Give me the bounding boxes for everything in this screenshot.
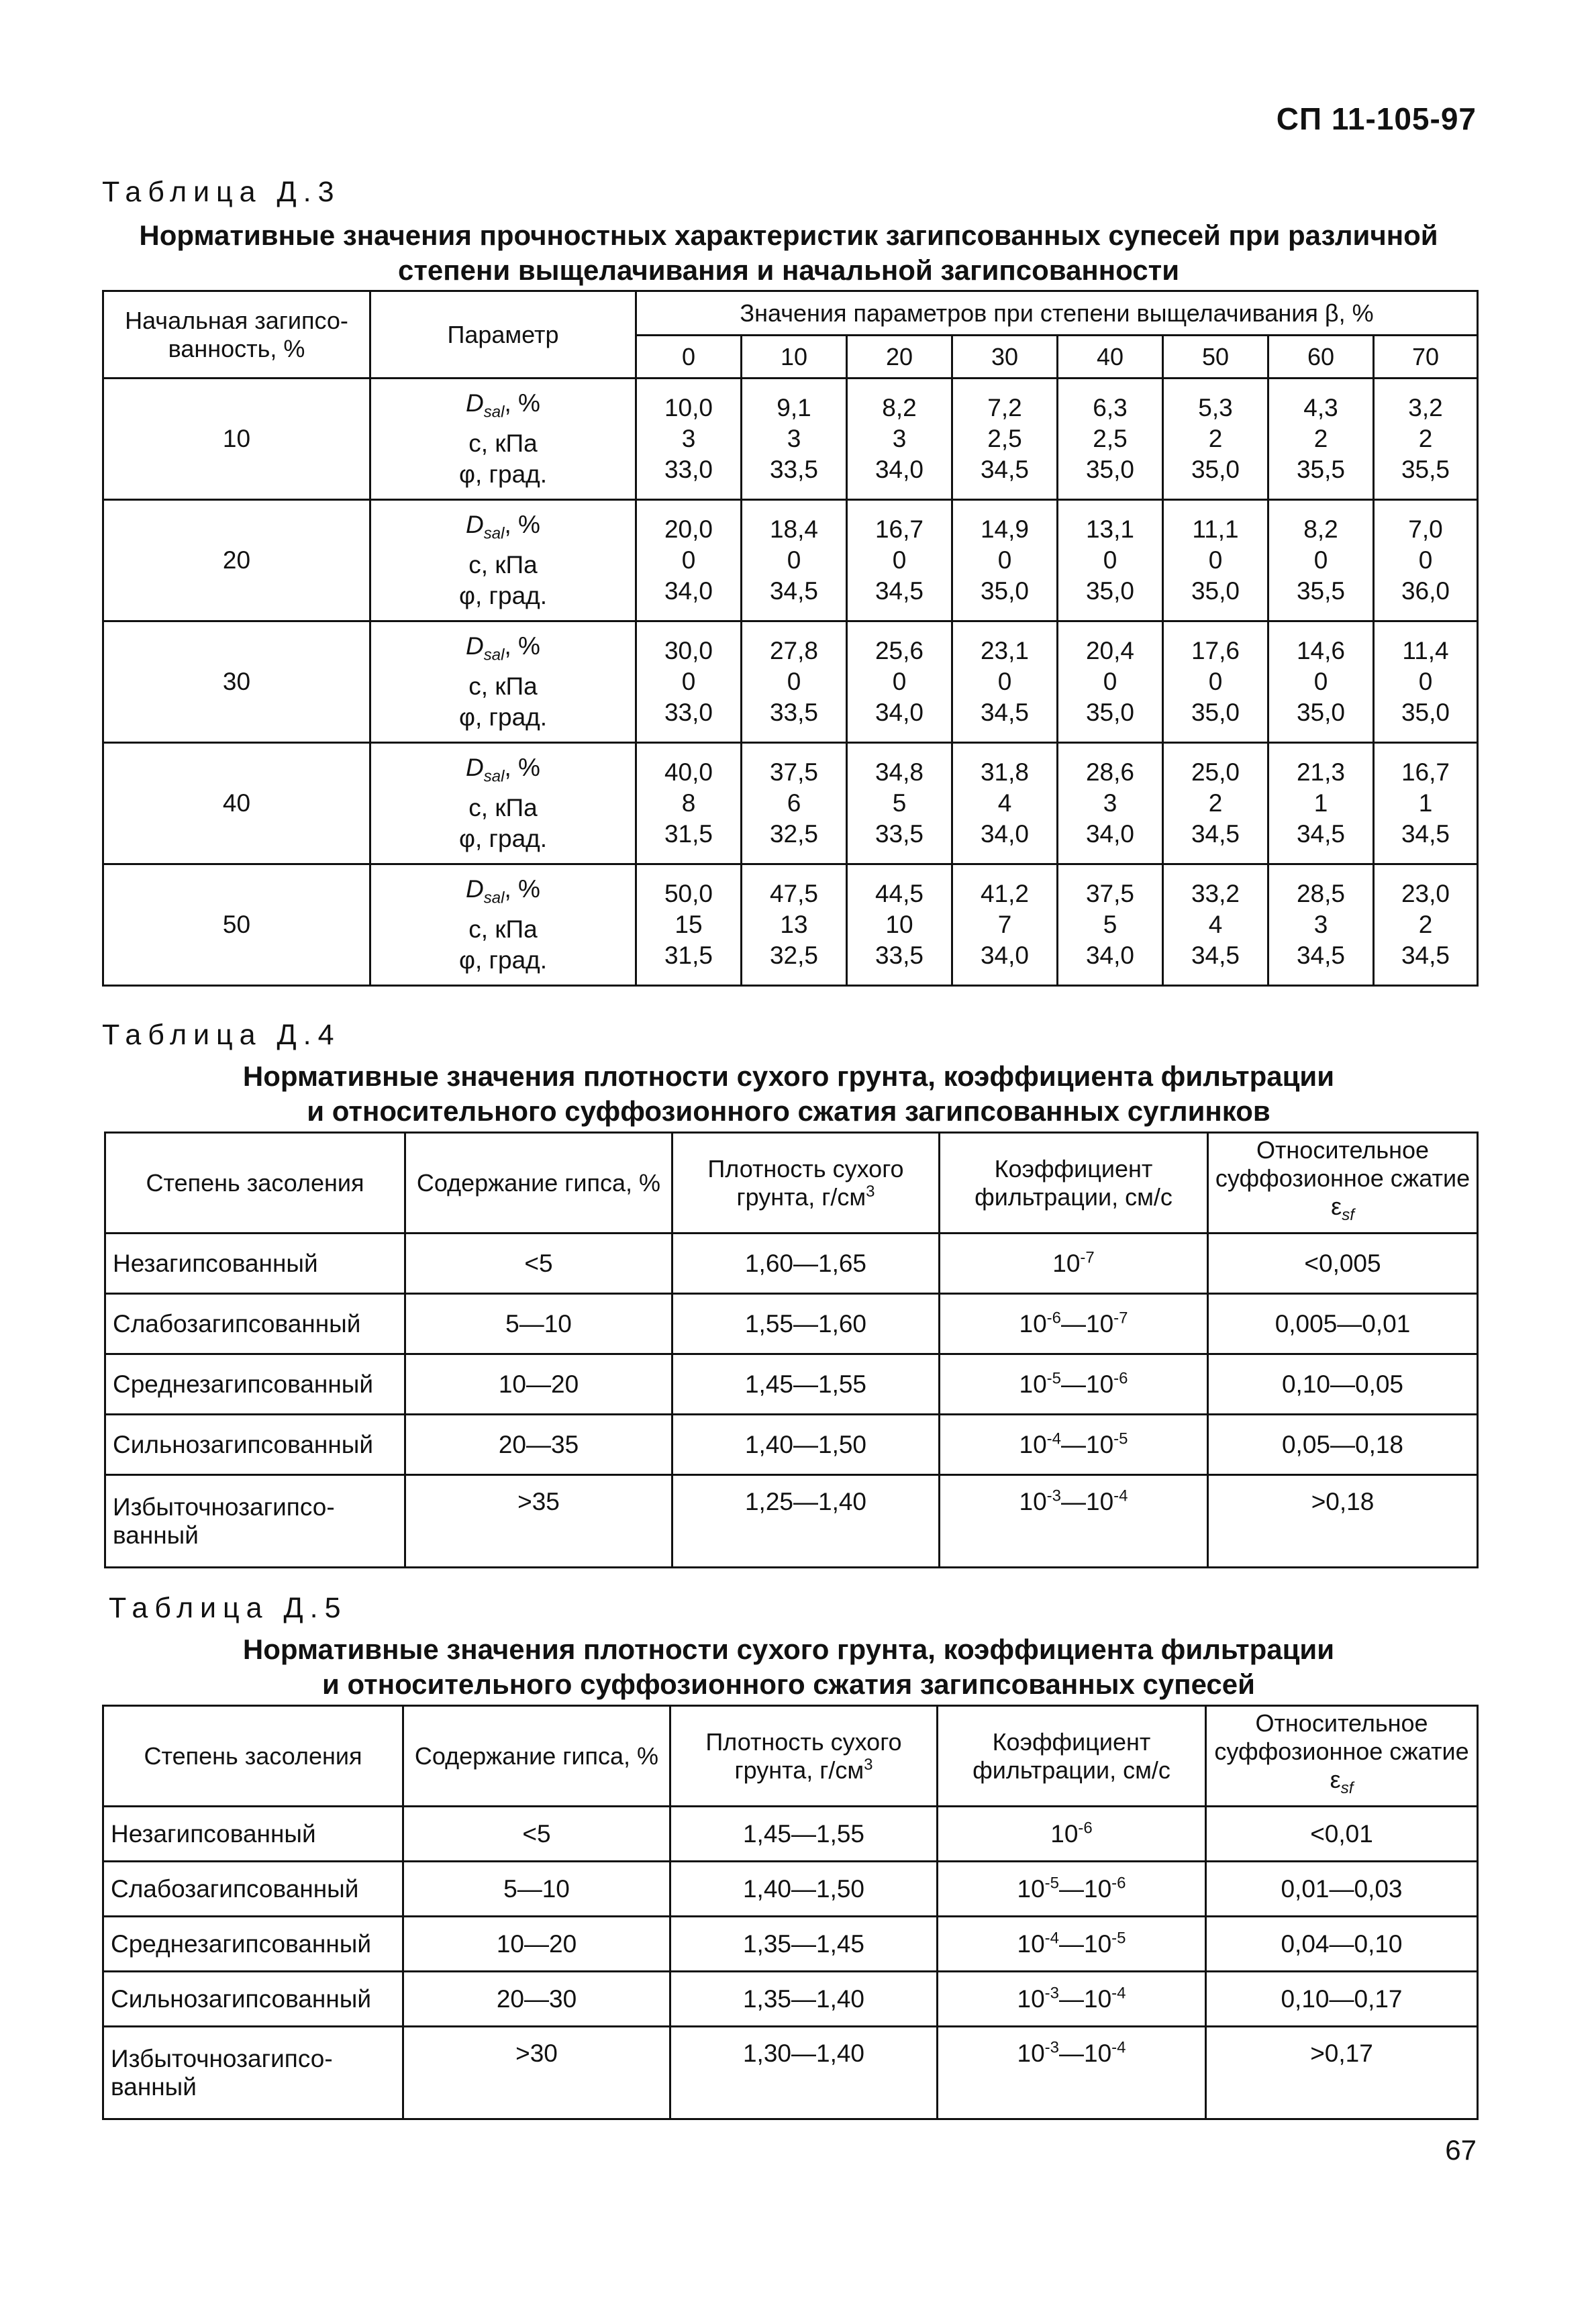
col-initial-header: Начальная загипсо-ванность, % — [103, 291, 370, 379]
table-cell: 1,40—1,50 — [670, 1862, 938, 1917]
table-d3-title-line2: степени выщелачивания и начальной загипсованности — [397, 254, 1180, 286]
degree-cell: 40 — [1058, 336, 1163, 379]
table-cell: $10^{-3}—10^{-4}$ — [940, 1475, 1208, 1568]
table-cell: Слабозагипсованный — [103, 1862, 403, 1917]
table-d5-label: Таблица Д.5 — [109, 1592, 348, 1624]
header-row — [105, 1133, 1478, 1234]
initial-gypsum-cell: 10 — [103, 379, 370, 500]
table-cell: 1,60—1,65 — [672, 1234, 940, 1294]
value-cell: 6,3 2,5 35,0 — [1058, 379, 1163, 500]
table-cell: >35 — [405, 1475, 672, 1568]
table-d3-title-line1: Нормативные значения прочностных характеристик загипсованных супесей при различной — [139, 219, 1438, 251]
value-cell: 7,2 2,5 34,5 — [952, 379, 1058, 500]
param-cell: $D_{sal}$, % с, кПа φ, град. — [370, 379, 636, 500]
value-cell: 7,0 0 36,0 — [1374, 500, 1478, 621]
table-row — [103, 1972, 1478, 2027]
table-row — [105, 1354, 1478, 1415]
table-cell: 1,40—1,50 — [672, 1415, 940, 1475]
table-row — [103, 621, 1478, 743]
table-cell: $10^{-6}—10^{-7}$ — [940, 1294, 1208, 1354]
value-cell: 9,1 3 33,5 — [742, 379, 847, 500]
value-cell: 50,0 15 31,5 — [636, 864, 742, 986]
degree-cell: 20 — [847, 336, 952, 379]
value-cell: 23,1 0 34,5 — [952, 621, 1058, 743]
table-cell: Избыточнозагипсо-ванный — [103, 2027, 403, 2119]
table-cell: $10^{-4}—10^{-5}$ — [938, 1917, 1206, 1972]
table-cell: 0,10—0,05 — [1208, 1354, 1478, 1415]
table-cell: 1,45—1,55 — [670, 1807, 938, 1862]
initial-gypsum-cell: 40 — [103, 743, 370, 864]
value-cell: 31,8 4 34,0 — [952, 743, 1058, 864]
table-cell: 20—35 — [405, 1415, 672, 1475]
value-cell: 41,2 7 34,0 — [952, 864, 1058, 986]
table-cell: Незагипсованный — [105, 1234, 405, 1294]
value-cell: 23,0 2 34,5 — [1374, 864, 1478, 986]
table-d4-title-line2: и относительного суффозионного сжатия загипсованных суглинков — [307, 1095, 1270, 1127]
table-cell: $10^{-5}—10^{-6}$ — [940, 1354, 1208, 1415]
column-header: Плотность сухого грунта, $г/см^3$ — [672, 1133, 940, 1234]
value-cell: 37,5 6 32,5 — [742, 743, 847, 864]
value-cell: 17,6 0 35,0 — [1163, 621, 1268, 743]
value-cell: 11,4 0 35,0 — [1374, 621, 1478, 743]
table-d3 — [102, 290, 1479, 987]
table-cell: $10^{-6}$ — [938, 1807, 1206, 1862]
table-d4 — [104, 1132, 1479, 1568]
table-d4-title-line1: Нормативные значения плотности сухого грунта, коэффициента фильтрации — [242, 1060, 1335, 1092]
table-row — [103, 1917, 1478, 1972]
table-d5 — [102, 1705, 1479, 2120]
column-header: Относительное суффозионное сжатие $\varepsilon_{sf}$ — [1208, 1133, 1478, 1234]
value-cell: 20,0 0 34,0 — [636, 500, 742, 621]
param-cell: $D_{sal}$, % с, кПа φ, град. — [370, 743, 636, 864]
table-row — [103, 743, 1478, 864]
column-header: Содержание гипса, % — [405, 1133, 672, 1234]
param-cell: $D_{sal}$, % с, кПа φ, град. — [370, 621, 636, 743]
table-cell: 0,05—0,18 — [1208, 1415, 1478, 1475]
table-cell: Среднезагипсованный — [105, 1354, 405, 1415]
value-cell: 28,6 3 34,0 — [1058, 743, 1163, 864]
value-cell: 37,5 5 34,0 — [1058, 864, 1163, 986]
initial-gypsum-cell: 50 — [103, 864, 370, 986]
value-cell: 30,0 0 33,0 — [636, 621, 742, 743]
table-row — [103, 379, 1478, 500]
value-cell: 33,2 4 34,5 — [1163, 864, 1268, 986]
table-d5-title-line2: и относительного суффозионного сжатия загипсованных супесей — [322, 1668, 1255, 1700]
value-cell: 16,7 0 34,5 — [847, 500, 952, 621]
table-cell: >0,17 — [1206, 2027, 1478, 2119]
degree-cell: 70 — [1374, 336, 1478, 379]
table-cell: 0,005—0,01 — [1208, 1294, 1478, 1354]
param-cell: $D_{sal}$, % с, кПа φ, град. — [370, 864, 636, 986]
table-cell: Незагипсованный — [103, 1807, 403, 1862]
value-cell: 34,8 5 33,5 — [847, 743, 952, 864]
value-cell: 21,3 1 34,5 — [1268, 743, 1374, 864]
table-cell: $10^{-3}—10^{-4}$ — [938, 1972, 1206, 2027]
table-cell: $10^{-4}—10^{-5}$ — [940, 1415, 1208, 1475]
table-d3-label: Таблица Д.3 — [102, 176, 341, 208]
table-cell: <0,005 — [1208, 1234, 1478, 1294]
value-cell: 4,3 2 35,5 — [1268, 379, 1374, 500]
value-cell: 14,6 0 35,0 — [1268, 621, 1374, 743]
table-cell: 10—20 — [405, 1354, 672, 1415]
table-d4-label: Таблица Д.4 — [102, 1019, 341, 1051]
value-cell: 10,0 3 33,0 — [636, 379, 742, 500]
table-cell: <5 — [405, 1234, 672, 1294]
table-cell: 1,35—1,40 — [670, 1972, 938, 2027]
column-header: Степень засоления — [105, 1133, 405, 1234]
degree-cell: 50 — [1163, 336, 1268, 379]
table-d4-title — [101, 1059, 1477, 1129]
value-cell: 18,4 0 34,5 — [742, 500, 847, 621]
value-cell: 14,9 0 35,0 — [952, 500, 1058, 621]
table-cell: Слабозагипсованный — [105, 1294, 405, 1354]
page-number: 67 — [1445, 2134, 1477, 2166]
document-code: СП 11-105-97 — [1276, 101, 1477, 136]
table-cell: 1,55—1,60 — [672, 1294, 940, 1354]
table-cell: <5 — [403, 1807, 670, 1862]
degree-cell: 10 — [742, 336, 847, 379]
table-cell: $10^{-3}—10^{-4}$ — [938, 2027, 1206, 2119]
table-row — [103, 500, 1478, 621]
col-param-header: Параметр — [370, 291, 636, 379]
table-cell: 5—10 — [403, 1862, 670, 1917]
value-cell: 28,5 3 34,5 — [1268, 864, 1374, 986]
table-row — [105, 1294, 1478, 1354]
value-cell: 20,4 0 35,0 — [1058, 621, 1163, 743]
column-header: Содержание гипса, % — [403, 1706, 670, 1807]
column-header: Коэффициент фильтрации, см/с — [940, 1133, 1208, 1234]
column-header: Плотность сухого грунта, $г/см^3$ — [670, 1706, 938, 1807]
value-cell: 40,0 8 31,5 — [636, 743, 742, 864]
value-cell: 16,7 1 34,5 — [1374, 743, 1478, 864]
header-row — [103, 1706, 1478, 1807]
table-row — [105, 1234, 1478, 1294]
table-cell: 5—10 — [405, 1294, 672, 1354]
table-row — [103, 2027, 1478, 2119]
initial-gypsum-cell: 30 — [103, 621, 370, 743]
table-row — [103, 1807, 1478, 1862]
table-cell: 1,45—1,55 — [672, 1354, 940, 1415]
table-row — [103, 864, 1478, 986]
value-cell: 8,2 0 35,5 — [1268, 500, 1374, 621]
value-cell: 8,2 3 34,0 — [847, 379, 952, 500]
value-cell: 44,5 10 33,5 — [847, 864, 952, 986]
col-values-header: Значения параметров при степени выщелачивания β, % — [636, 291, 1478, 336]
column-header: Относительное суффозионное сжатие $\varepsilon_{sf}$ — [1206, 1706, 1478, 1807]
table-cell: 1,30—1,40 — [670, 2027, 938, 2119]
value-cell: 13,1 0 35,0 — [1058, 500, 1163, 621]
table-cell: 1,35—1,45 — [670, 1917, 938, 1972]
table-d3-title — [101, 218, 1477, 288]
table-cell: $10^{-5}—10^{-6}$ — [938, 1862, 1206, 1917]
value-cell: 47,5 13 32,5 — [742, 864, 847, 986]
value-cell: 3,2 2 35,5 — [1374, 379, 1478, 500]
table-cell: Сильнозагипсованный — [103, 1972, 403, 2027]
table-row — [105, 1415, 1478, 1475]
table-row — [105, 1475, 1478, 1568]
value-cell: 25,0 2 34,5 — [1163, 743, 1268, 864]
table-cell: 0,10—0,17 — [1206, 1972, 1478, 2027]
table-cell: Среднезагипсованный — [103, 1917, 403, 1972]
table-cell: 1,25—1,40 — [672, 1475, 940, 1568]
table-cell: >0,18 — [1208, 1475, 1478, 1568]
table-cell: 0,01—0,03 — [1206, 1862, 1478, 1917]
table-cell: Сильнозагипсованный — [105, 1415, 405, 1475]
value-cell: 11,1 0 35,0 — [1163, 500, 1268, 621]
value-cell: 27,8 0 33,5 — [742, 621, 847, 743]
table-d5-title-line1: Нормативные значения плотности сухого грунта, коэффициента фильтрации — [242, 1634, 1335, 1665]
initial-gypsum-cell: 20 — [103, 500, 370, 621]
table-cell: 10—20 — [403, 1917, 670, 1972]
value-cell: 5,3 2 35,0 — [1163, 379, 1268, 500]
degree-cell: 60 — [1268, 336, 1374, 379]
table-cell: 20—30 — [403, 1972, 670, 2027]
table-cell: <0,01 — [1206, 1807, 1478, 1862]
value-cell: 25,6 0 34,0 — [847, 621, 952, 743]
degree-cell: 30 — [952, 336, 1058, 379]
table-cell: 0,04—0,10 — [1206, 1917, 1478, 1972]
table-d5-title — [101, 1632, 1477, 1702]
column-header: Коэффициент фильтрации, см/с — [938, 1706, 1206, 1807]
table-cell: Избыточнозагипсо-ванный — [105, 1475, 405, 1568]
table-cell: >30 — [403, 2027, 670, 2119]
table-row — [103, 1862, 1478, 1917]
column-header: Степень засоления — [103, 1706, 403, 1807]
degree-cell: 0 — [636, 336, 742, 379]
param-cell: $D_{sal}$, % с, кПа φ, град. — [370, 500, 636, 621]
table-cell: $10^{-7}$ — [940, 1234, 1208, 1294]
